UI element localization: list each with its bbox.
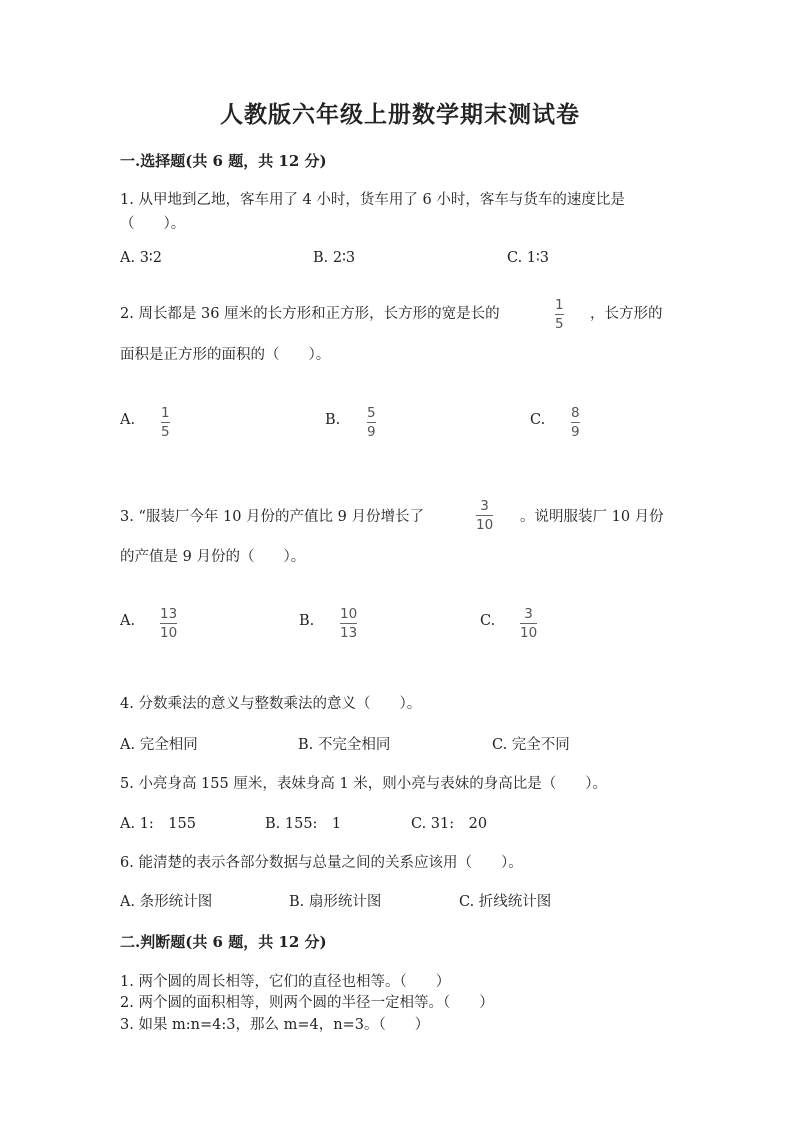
fraction-numerator: 1 bbox=[555, 297, 564, 313]
fraction-denominator: 13 bbox=[340, 625, 358, 641]
question-6-text: 6. 能清楚的表示各部分数据与总量之间的关系应该用（ ）。 bbox=[120, 855, 523, 871]
fraction-numerator: 10 bbox=[340, 606, 358, 622]
question-1-line-1: 1. 从甲地到乙地，客车用了 4 小时，货车用了 6 小时，客车与货车的速度比是 bbox=[120, 192, 625, 208]
fraction-denominator: 9 bbox=[367, 424, 376, 440]
fraction-denominator: 10 bbox=[476, 517, 494, 533]
fraction-bar bbox=[340, 623, 357, 624]
question-5-option-a: A. 1: 155 bbox=[120, 816, 196, 832]
question-1-option-b: B. 2∶3 bbox=[313, 250, 356, 266]
fraction-denominator: 10 bbox=[160, 625, 178, 641]
question-2-option-b-fraction bbox=[367, 405, 376, 440]
question-4-text: 4. 分数乘法的意义与整数乘法的意义（ ）。 bbox=[120, 696, 422, 712]
question-2-option-a-label: A. bbox=[120, 412, 136, 428]
fraction-denominator: 5 bbox=[555, 316, 564, 332]
question-2-inline-fraction bbox=[555, 297, 564, 332]
fraction-numerator: 1 bbox=[161, 405, 170, 421]
fraction-denominator: 10 bbox=[520, 625, 538, 641]
question-6-option-a: A. 条形统计图 bbox=[120, 894, 213, 910]
question-3-line-1-end: 。说明服装厂 10 月份 bbox=[520, 509, 664, 525]
question-3-option-a-fraction bbox=[160, 606, 177, 641]
true-false-question-3: 3. 如果 m:n=4:3，那么 m=4，n=3。（ ） bbox=[120, 1017, 430, 1033]
fraction-numerator: 5 bbox=[367, 405, 376, 421]
fraction-bar bbox=[571, 422, 580, 423]
fraction-bar bbox=[476, 515, 493, 516]
fraction-denominator: 9 bbox=[571, 424, 580, 440]
question-3-option-c-label: C. bbox=[480, 613, 496, 629]
question-2-option-c-label: C. bbox=[530, 412, 546, 428]
question-2-option-c-fraction bbox=[571, 405, 580, 440]
question-5-option-b: B. 155: 1 bbox=[265, 816, 342, 832]
question-2-line-2: 面积是正方形的面积的（ ）。 bbox=[120, 347, 331, 363]
question-1-option-c: C. 1∶3 bbox=[507, 250, 550, 266]
question-6-option-b: B. 扇形统计图 bbox=[289, 894, 382, 910]
question-3-option-b-fraction bbox=[340, 606, 357, 641]
question-3-option-a-label: A. bbox=[120, 613, 136, 629]
question-5-option-c: C. 31: 20 bbox=[411, 816, 488, 832]
question-4-option-a: A. 完全相同 bbox=[120, 737, 198, 753]
question-2-line-1-end: ，长方形的 bbox=[590, 306, 663, 322]
question-5-text: 5. 小亮身高 155 厘米，表妹身高 1 米，则小亮与表妹的身高比是（ ）。 bbox=[120, 776, 608, 792]
true-false-question-2: 2. 两个圆的面积相等，则两个圆的半径一定相等。（ ） bbox=[120, 995, 494, 1011]
fraction-numerator: 3 bbox=[480, 498, 489, 514]
question-2-line-1: 2. 周长都是 36 厘米的长方形和正方形，长方形的宽是长的 bbox=[120, 306, 500, 322]
question-6-option-c: C. 折线统计图 bbox=[459, 894, 552, 910]
question-4-option-b: B. 不完全相同 bbox=[298, 737, 391, 753]
fraction-denominator: 5 bbox=[161, 424, 170, 440]
fraction-numerator: 13 bbox=[160, 606, 178, 622]
question-3-line-1: 3. “服装厂今年 10 月份的产值比 9 月份增长了 bbox=[120, 509, 424, 525]
fraction-bar bbox=[520, 623, 537, 624]
fraction-numerator: 8 bbox=[571, 405, 580, 421]
question-2-option-a-fraction bbox=[161, 405, 170, 440]
section-heading-choice: 一.选择题(共 6 题，共 12 分) bbox=[120, 152, 327, 170]
question-1-line-2: （ ）。 bbox=[120, 216, 186, 232]
page-title: 人教版六年级上册数学期末测试卷 bbox=[220, 101, 580, 128]
fraction-bar bbox=[555, 314, 564, 315]
fraction-bar bbox=[161, 422, 170, 423]
question-4-option-c: C. 完全不同 bbox=[492, 737, 570, 753]
question-3-inline-fraction bbox=[476, 498, 493, 533]
true-false-question-1: 1. 两个圆的周长相等，它们的直径也相等。（ ） bbox=[120, 974, 451, 990]
question-3-option-c-fraction bbox=[520, 606, 537, 641]
question-3-line-2: 的产值是 9 月份的（ ）。 bbox=[120, 549, 306, 565]
question-3-option-b-label: B. bbox=[299, 613, 315, 629]
section-heading-true-false: 二.判断题(共 6 题，共 12 分) bbox=[120, 933, 327, 951]
fraction-bar bbox=[367, 422, 376, 423]
fraction-numerator: 3 bbox=[524, 606, 533, 622]
question-2-option-b-label: B. bbox=[325, 412, 341, 428]
question-1-option-a: A. 3∶2 bbox=[120, 250, 162, 266]
fraction-bar bbox=[160, 623, 177, 624]
